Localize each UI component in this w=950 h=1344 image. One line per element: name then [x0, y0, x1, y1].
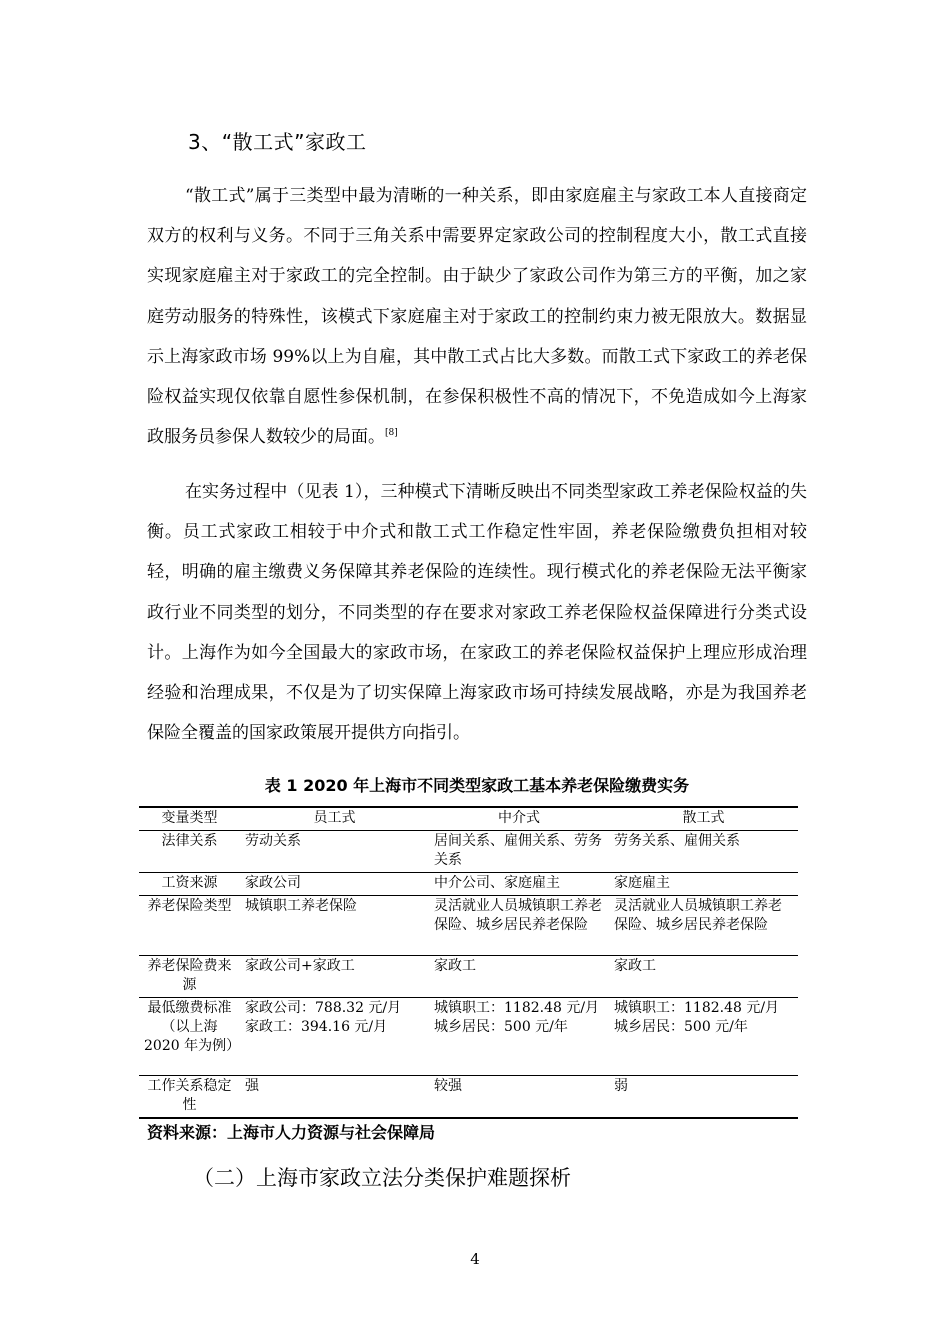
- page-number: 4: [470, 1250, 480, 1268]
- citation-marker[interactable]: [8]: [385, 428, 398, 439]
- table-cell: 家政公司：788.32 元/月 家政工：394.16 元/月: [240, 998, 429, 1076]
- source-note: 资料来源：上海市人力资源与社会保障局: [147, 1123, 436, 1142]
- table-cell: 家政工: [609, 956, 798, 998]
- table-row: [139, 831, 798, 873]
- table-header-cell: 变量类型: [139, 807, 240, 831]
- section-heading: 3、“散工式”家政工: [188, 130, 367, 154]
- table-cell: 灵活就业人员城镇职工养老保险、城乡居民养老保险: [429, 896, 609, 956]
- table-row: [139, 873, 798, 896]
- row-label: 养老保险费来源: [139, 956, 240, 998]
- row-label: 法律关系: [139, 831, 240, 873]
- table-cell: 家政公司: [240, 873, 429, 896]
- paragraph-2: 在实务过程中（见表 1），三种模式下清晰反映出不同类型家政工养老保险权益的失衡。员工式家政工相较于中介式和散工式工作稳定性牢固，养老保险缴费负担相对较轻，明确的雇主缴费义务保障其养老保险的连续性。现行模式化的养老保险无法平衡家政行业不同类型的划分，不同类型的存在要求对家政工养老保险权益保障进行分类式设计。上海作为如今全国最大的家政市场，在家政工的养老保险权益保护上理应形成治理经验和治理成果，不仅是为了切实保障上海家政市场可持续发展战略，亦是为我国养老保险全覆盖的国家政策展开提供方向指引。: [147, 482, 807, 744]
- table-cell: 强: [240, 1076, 429, 1119]
- table-row: [139, 998, 798, 1076]
- table-row: [139, 956, 798, 998]
- table-cell: 家政工: [429, 956, 609, 998]
- table-cell: 灵活就业人员城镇职工养老保险、城乡居民养老保险: [609, 896, 798, 956]
- row-label: 养老保险类型: [139, 896, 240, 956]
- table-cell: 居间关系、雇佣关系、劳务关系: [429, 831, 609, 873]
- table-cell: 中介公司、家庭雇主: [429, 873, 609, 896]
- table-cell: 家庭雇主: [609, 873, 798, 896]
- data-table: [139, 806, 798, 1119]
- table-header-cell: 员工式: [240, 807, 429, 831]
- table-cell: 城镇职工：1182.48 元/月 城乡居民：500 元/年: [609, 998, 798, 1076]
- subsection-heading: （二）上海市家政立法分类保护难题探析: [193, 1166, 571, 1190]
- row-label: 最低缴费标准（以上海 2020 年为例）: [139, 998, 240, 1076]
- paragraph-1: [147, 176, 807, 457]
- table-header-cell: 散工式: [609, 807, 798, 831]
- table-header-row: [139, 807, 798, 831]
- table-row: [139, 1076, 798, 1119]
- table-header-cell: 中介式: [429, 807, 609, 831]
- table-row: [139, 896, 798, 956]
- table-cell: 较强: [429, 1076, 609, 1119]
- table-cell: 弱: [609, 1076, 798, 1119]
- table-cell: 城镇职工养老保险: [240, 896, 429, 956]
- table-cell: 劳动关系: [240, 831, 429, 873]
- table-cell: 城镇职工：1182.48 元/月 城乡居民：500 元/年: [429, 998, 609, 1076]
- row-label: 工作关系稳定性: [139, 1076, 240, 1119]
- table-cell: 家政公司+家政工: [240, 956, 429, 998]
- table-cell: 劳务关系、雇佣关系: [609, 831, 798, 873]
- paragraph-1-text: “散工式”属于三类型中最为清晰的一种关系，即由家庭雇主与家政工本人直接商定双方的权利与义务。不同于三角关系中需要界定家政公司的控制程度大小，散工式直接实现家庭雇主对于家政工的完全控制。由于缺少了家政公司作为第三方的平衡，加之家庭劳动服务的特殊性，该模式下家庭雇主对于家政工的控制约束力被无限放大。数据显示上海家政市场 99%以上为自雇，其中散工式占比大多数。而散工式下家政工的养老保险权益实现仅依靠自愿性参保机制，在参保积极性不高的情况下，不免造成如今上海家政服务员参保人数较少的局面。: [147, 186, 807, 448]
- row-label: 工资来源: [139, 873, 240, 896]
- table-caption: 表 1 2020 年上海市不同类型家政工基本养老保险缴费实务: [264, 776, 690, 795]
